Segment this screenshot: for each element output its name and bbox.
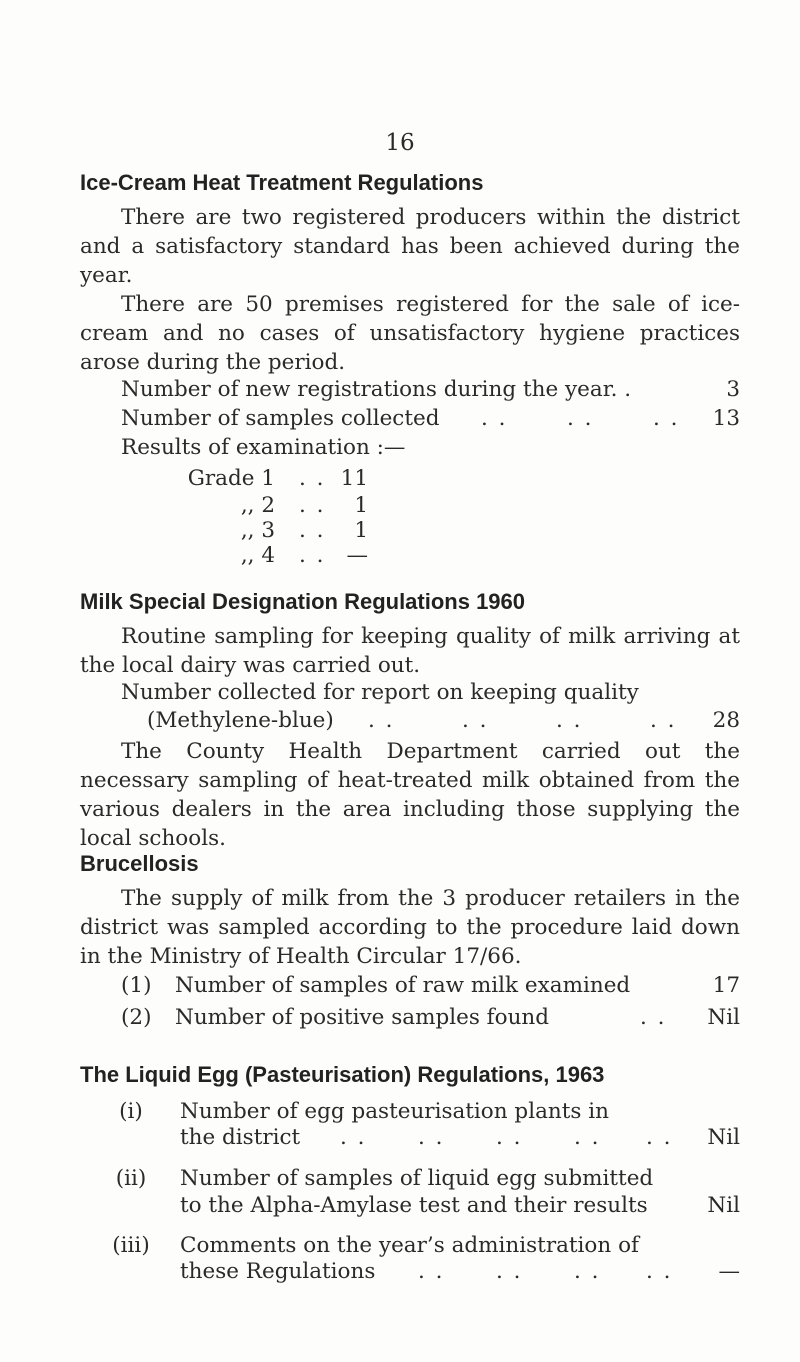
brucellosis-paragraph: The supply of milk from the 3 producer retailers in the district was sampled according to the procedure laid down in the Ministry of Health Circular 17/66.: [80, 886, 740, 969]
raw-milk-samples-value: 17: [712, 973, 740, 998]
leader-dots: . .: [299, 543, 326, 568]
leader-dots: . .: [646, 1259, 673, 1284]
comments-value: —: [718, 1259, 740, 1284]
page-number: 16: [385, 130, 415, 156]
new-registrations-value: 3: [726, 377, 740, 402]
results-label: Results of examination :—: [121, 435, 406, 460]
leader-dots: . .: [496, 1259, 523, 1284]
item-number: (ii): [115, 1166, 147, 1191]
methylene-blue-label: (Methylene-blue): [147, 708, 334, 733]
egg-plants-label-line2: the district: [180, 1125, 301, 1150]
grade-value: 1: [354, 493, 368, 518]
leader-dots: . .: [368, 708, 395, 733]
milk-heading: Milk Special Designation Regulations 1960: [80, 589, 526, 614]
leader-dots: . .: [418, 1259, 445, 1284]
item-number: (2): [121, 1005, 152, 1030]
comments-label-line2: these Regulations: [180, 1259, 376, 1284]
keeping-quality-value: 28: [712, 708, 740, 733]
samples-collected-value: 13: [712, 406, 740, 431]
item-number: (i): [119, 1099, 143, 1124]
comments-label-line1: Comments on the year’s administration of: [180, 1233, 639, 1258]
grade-label: ,, 3: [240, 518, 275, 543]
positive-samples-value: Nil: [707, 1005, 740, 1030]
milk-paragraph-2: The County Health Department carried out the necessary sampling of heat-treated milk obtained from the various dealers in the area including those supplying the local schools.: [80, 739, 740, 851]
leader-dots: . .: [574, 1125, 601, 1150]
grade-value: —: [346, 543, 368, 568]
leader-dots: . .: [299, 518, 326, 543]
ice-cream-paragraph-1: There are two registered producers within the district and a satisfactory standard has been achieved during the year.: [80, 205, 740, 288]
leader-dots: . .: [646, 1125, 673, 1150]
grade-value: 11: [340, 466, 368, 491]
liquid-egg-samples-label-line2: to the Alpha-Amylase test and their results: [180, 1193, 648, 1218]
leader-dots: . .: [640, 1005, 667, 1030]
grade-label: ,, 2: [240, 493, 275, 518]
grade-value: 1: [354, 518, 368, 543]
ice-cream-paragraph-2: There are 50 premises registered for the sale of ice-cream and no cases of unsatisfactory hygiene practices arose during the period.: [80, 292, 740, 375]
leader-dots: . .: [567, 406, 594, 431]
milk-paragraph-1: Routine sampling for keeping quality of milk arriving at the local dairy was carried out.: [80, 624, 740, 678]
grade-label: ,, 4: [240, 543, 275, 568]
ice-cream-heading: Ice-Cream Heat Treatment Regulations: [80, 170, 484, 195]
leader-dots: . .: [462, 708, 489, 733]
egg-plants-label-line1: Number of egg pasteurisation plants in: [180, 1099, 609, 1124]
leader-dots: . .: [340, 1125, 367, 1150]
liquid-egg-samples-label-line1: Number of samples of liquid egg submitted: [180, 1166, 654, 1191]
liquid-egg-heading: The Liquid Egg (Pasteurisation) Regulations, 1963: [80, 1062, 605, 1087]
leader-dots: . .: [574, 1259, 601, 1284]
new-registrations-label: Number of new registrations during the year. .: [121, 377, 632, 402]
leader-dots: . .: [481, 406, 508, 431]
leader-dots: . .: [556, 708, 583, 733]
leader-dots: . .: [418, 1125, 445, 1150]
item-number: (iii): [112, 1233, 150, 1258]
brucellosis-heading: Brucellosis: [80, 851, 199, 876]
leader-dots: . .: [650, 708, 677, 733]
keeping-quality-label: Number collected for report on keeping quality: [121, 680, 639, 705]
leader-dots: . .: [653, 406, 680, 431]
samples-collected-label: Number of samples collected: [121, 406, 440, 431]
raw-milk-samples-label: Number of samples of raw milk examined: [175, 973, 631, 998]
liquid-egg-samples-value: Nil: [707, 1193, 740, 1218]
leader-dots: . .: [496, 1125, 523, 1150]
grade-label: Grade 1: [187, 466, 275, 491]
item-number: (1): [121, 973, 152, 998]
egg-plants-value: Nil: [707, 1125, 740, 1150]
positive-samples-label: Number of positive samples found: [175, 1005, 550, 1030]
leader-dots: . .: [299, 466, 326, 491]
leader-dots: . .: [299, 493, 326, 518]
